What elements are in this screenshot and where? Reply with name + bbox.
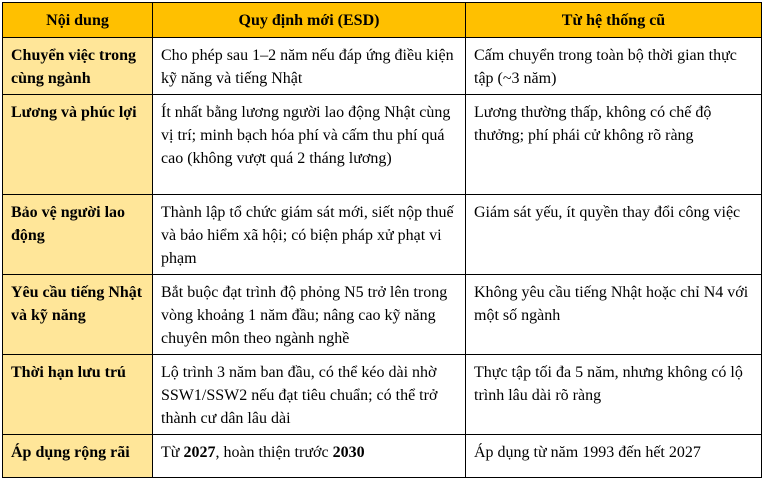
row-old-system: Thực tập tối đa 5 năm, nhưng không có lộ trình lâu dài rõ ràng xyxy=(466,355,762,435)
row-category: Bảo vệ người lao động xyxy=(3,195,153,275)
row-category: Áp dụng rộng rãi xyxy=(3,435,153,478)
table-row xyxy=(3,435,762,478)
start-year: 2027 xyxy=(183,444,216,461)
header-row xyxy=(3,3,762,38)
header-old-system: Từ hệ thống cũ xyxy=(466,3,762,38)
row-category: Lương và phúc lợi xyxy=(3,95,153,195)
header-category: Nội dung xyxy=(3,3,153,38)
row-category: Thời hạn lưu trú xyxy=(3,355,153,435)
row-new-rule: Lộ trình 3 năm ban đầu, có thể kéo dài nhờ SSW1/SSW2 nếu đạt tiêu chuẩn; có thể trở thành cư dân lâu dài xyxy=(153,355,466,435)
table-row xyxy=(3,195,762,275)
row-old-system: Áp dụng từ năm 1993 đến hết 2027 xyxy=(466,435,762,478)
new-rule-text: , hoàn thiện trước xyxy=(215,444,333,461)
end-year: 2030 xyxy=(332,444,365,461)
table-row xyxy=(3,275,762,355)
comparison-table xyxy=(2,2,762,478)
row-old-system: Giám sát yếu, ít quyền thay đổi công việc xyxy=(466,195,762,275)
row-category: Yêu cầu tiếng Nhật và kỹ năng xyxy=(3,275,153,355)
row-new-rule: Bắt buộc đạt trình độ phỏng N5 trở lên trong vòng khoảng 1 năm đầu; nâng cao kỹ năng chuyên môn theo ngành nghề xyxy=(153,275,466,355)
table-row xyxy=(3,38,762,95)
header-new-rule: Quy định mới (ESD) xyxy=(153,3,466,38)
row-new-rule xyxy=(153,435,466,478)
row-category: Chuyển việc trong cùng ngành xyxy=(3,38,153,95)
table-row xyxy=(3,355,762,435)
row-old-system: Lương thường thấp, không có chế độ thưởng; phí phái cử không rõ ràng xyxy=(466,95,762,195)
row-old-system: Không yêu cầu tiếng Nhật hoặc chỉ N4 với một số ngành xyxy=(466,275,762,355)
new-rule-text: Từ xyxy=(161,444,184,461)
row-new-rule: Thành lập tổ chức giám sát mới, siết nộp thuế và bảo hiểm xã hội; có biện pháp xử phạt vi phạm xyxy=(153,195,466,275)
row-old-system: Cấm chuyển trong toàn bộ thời gian thực tập (~3 năm) xyxy=(466,38,762,95)
row-new-rule: Cho phép sau 1–2 năm nếu đáp ứng điều kiện kỹ năng và tiếng Nhật xyxy=(153,38,466,95)
table-row xyxy=(3,95,762,195)
row-new-rule: Ít nhất bằng lương người lao động Nhật cùng vị trí; minh bạch hóa phí và cấm thu phí quá cao (không vượt quá 2 tháng lương) xyxy=(153,95,466,195)
